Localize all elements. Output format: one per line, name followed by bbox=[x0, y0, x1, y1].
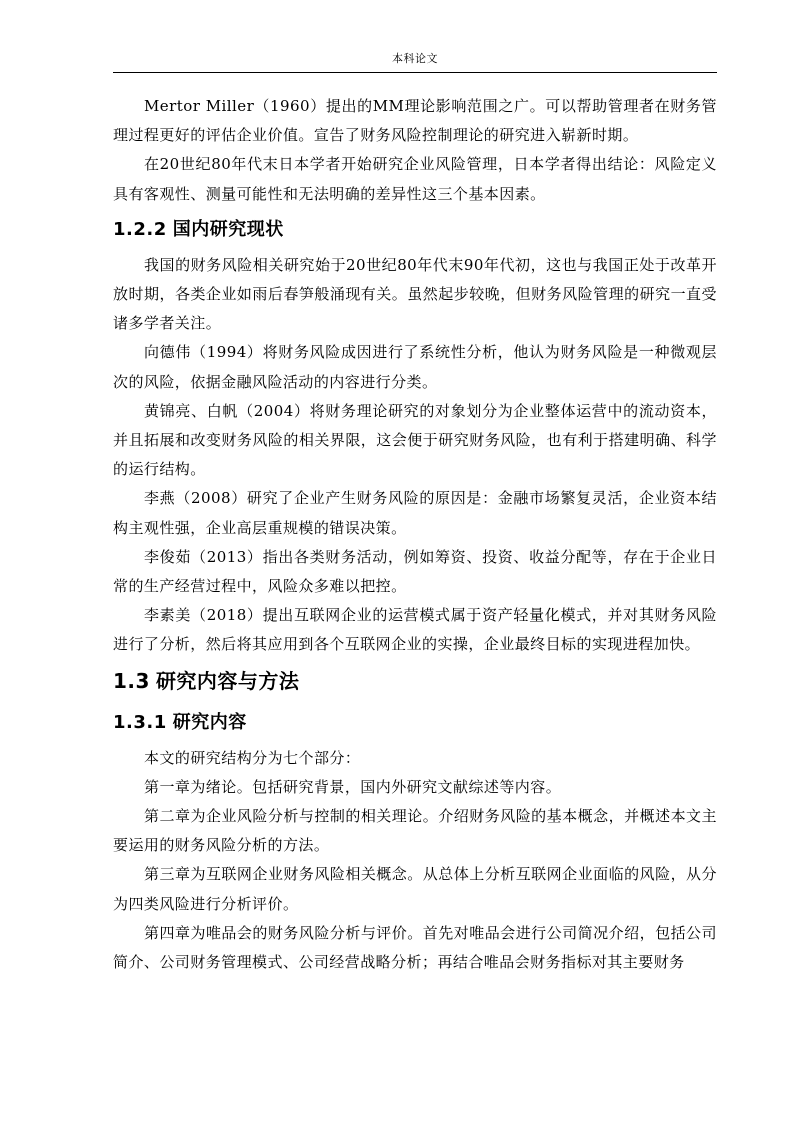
paragraph: 向德伟（1994）将财务风险成因进行了系统性分析，他认为财务风险是一种微观层次的风险，依据金融风险活动的内容进行分类。 bbox=[113, 343, 717, 391]
section-title: 研究内容 bbox=[172, 711, 247, 733]
paragraph: 第二章为企业风险分析与控制的相关理论。介绍财务风险的基本概念，并概述本文主要运用的财务风险分析的方法。 bbox=[113, 807, 717, 855]
section-heading bbox=[113, 702, 717, 744]
section-heading bbox=[113, 209, 717, 251]
paragraph: 本文的研究结构分为七个部分： bbox=[144, 748, 361, 767]
paragraph: 在20世纪80年代末日本学者开始研究企业风险管理，日本学者得出结论：风险定义具有客观性、测量可能性和无法明确的差异性这三个基本因素。 bbox=[113, 155, 717, 203]
paragraph: 黄锦亮、白帆（2004）将财务理论研究的对象划分为企业整体运营中的流动资本，并且拓展和改变财务风险的相关界限，这会便于研究财务风险，也有利于搭建明确、科学的运行结构。 bbox=[113, 401, 717, 479]
paragraph: 第四章为唯品会的财务风险分析与评价。首先对唯品会进行公司简况介绍，包括公司简介、公司财务管理模式、公司经营战略分析；再结合唯品会财务指标对其主要财务 bbox=[113, 923, 717, 972]
chapter-section-heading bbox=[113, 660, 717, 702]
paragraph: Mertor Miller（1960）提出的MM理论影响范围之广。可以帮助管理者在财务管理过程更好的评估企业价值。宣告了财务风险控制理论的研究进入崭新时期。 bbox=[113, 97, 717, 145]
paragraph: 李燕（2008）研究了企业产生财务风险的原因是：金融市场繁复灵活，企业资本结构主观性强，企业高层重规模的错误决策。 bbox=[113, 489, 717, 537]
paragraph: 李俊茹（2013）指出各类财务活动，例如筹资、投资、收益分配等，存在于企业日常的生产经营过程中，风险众多难以把控。 bbox=[113, 547, 717, 596]
section-number: 1.2.2 bbox=[113, 218, 167, 240]
section-number: 1.3 bbox=[113, 668, 150, 693]
header-rule bbox=[113, 72, 717, 73]
section-number: 1.3.1 bbox=[113, 711, 167, 733]
body-text bbox=[113, 92, 717, 977]
section-title: 国内研究现状 bbox=[172, 218, 284, 240]
running-header: 本科论文 bbox=[392, 52, 438, 65]
paragraph: 我国的财务风险相关研究始于20世纪80年代末90年代初，这也与我国正处于改革开放时期，各类企业如雨后春笋般涌现有关。虽然起步较晚，但财务风险管理的研究一直受诸多学者关注。 bbox=[113, 255, 717, 333]
paragraph: 第一章为绪论。包括研究背景，国内外研究文献综述等内容。 bbox=[144, 777, 562, 796]
section-title: 研究内容与方法 bbox=[155, 668, 300, 693]
paragraph: 第三章为互联网企业财务风险相关概念。从总体上分析互联网企业面临的风险，从分为四类风险进行分析评价。 bbox=[113, 865, 717, 913]
paragraph: 李素美（2018）提出互联网企业的运营模式属于资产轻量化模式，并对其财务风险进行了分析，然后将其应用到各个互联网企业的实操，企业最终目标的实现进程加快。 bbox=[113, 606, 717, 654]
